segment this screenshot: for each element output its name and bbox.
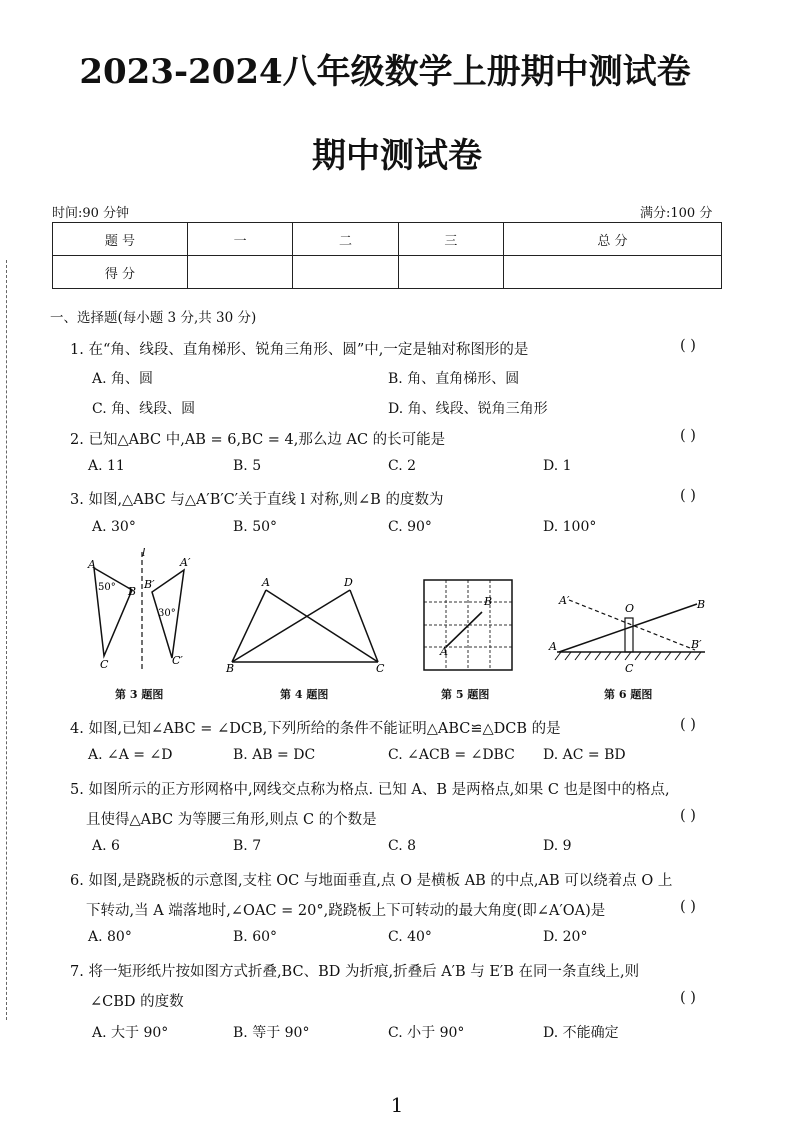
option: C. 2	[388, 458, 417, 474]
caption-fig4: 第 4 题图	[280, 688, 329, 701]
option: B. 5	[233, 458, 262, 474]
option: C. ∠ACB = ∠DBC	[388, 747, 515, 763]
label-b: B	[128, 585, 137, 598]
option: D. 角、线段、锐角三角形	[388, 401, 548, 417]
score-table	[52, 222, 722, 289]
score-header-cell: 一	[188, 223, 293, 256]
figure-5	[418, 575, 518, 675]
score-row-label: 得 分	[53, 256, 188, 289]
label-o: O	[625, 602, 635, 615]
option: C. 40°	[388, 929, 432, 945]
option: B. AB = DC	[233, 747, 316, 763]
label-c: C	[625, 662, 634, 675]
option: A. 6	[92, 838, 120, 854]
option: C. 8	[388, 838, 417, 854]
question-5-line2: 且使得△ABC 为等腰三角形,则点 C 的个数是	[86, 812, 377, 828]
label-d: D	[344, 576, 353, 589]
question-7: 7. 将一矩形纸片按如图方式折叠,BC、BD 为折痕,折叠后 A′B 与 E′B 在同一条直线上,则	[70, 964, 640, 980]
question-2: 2. 已知△ABC 中,AB = 6,BC = 4,那么边 AC 的长可能是	[70, 432, 446, 448]
binding-margin-line	[6, 260, 7, 1020]
label-b-prime: B′	[144, 578, 155, 591]
label-b: B	[226, 662, 235, 674]
label-b: B	[484, 595, 493, 608]
score-label: 满分:100 分	[640, 206, 713, 221]
question-1: 1. 在“角、线段、直角梯形、锐角三角形、圆”中,一定是轴对称图形的是	[70, 342, 529, 358]
score-header-cell: 总 分	[503, 223, 721, 256]
label-b-prime: B′	[691, 638, 702, 651]
question-5: 5. 如图所示的正方形网格中,网线交点称为格点. 已知 A、B 是两格点,如果 C 也是图中的格点,	[70, 782, 670, 798]
question-4: 4. 如图,已知∠ABC = ∠DCB,下列所给的条件不能证明△ABC≌△DCB 的是	[70, 721, 561, 737]
score-input-cell[interactable]	[293, 256, 398, 289]
page-number: 1	[390, 1093, 404, 1117]
option: B. 60°	[233, 929, 278, 945]
option: D. 不能确定	[543, 1025, 619, 1041]
answer-paren[interactable]: ( )	[680, 428, 696, 444]
score-input-cell[interactable]	[188, 256, 293, 289]
option: A. 大于 90°	[92, 1025, 169, 1041]
caption-fig6: 第 6 题图	[604, 688, 653, 701]
main-title: 2023-2024八年级数学上册期中测试卷	[79, 52, 691, 92]
label-a: A	[440, 645, 448, 658]
option: C. 90°	[388, 519, 432, 535]
label-c: C	[100, 658, 109, 671]
question-3: 3. 如图,△ABC 与△A′B′C′关于直线 l 对称,则∠B 的度数为	[70, 492, 444, 508]
answer-paren[interactable]: ( )	[680, 990, 696, 1006]
score-input-cell[interactable]	[503, 256, 721, 289]
label-a-prime: A′	[559, 594, 570, 607]
figure-6	[545, 590, 715, 680]
option: D. 100°	[543, 519, 597, 535]
option: B. 50°	[233, 519, 278, 535]
label-l: l	[142, 548, 146, 559]
angle-50: 50°	[98, 582, 116, 593]
question-6-line2: 下转动,当 A 端落地时,∠OAC = 20°,跷跷板上下可转动的最大角度(即∠A′OA)是	[86, 903, 606, 919]
label-c-prime: C′	[172, 654, 183, 667]
score-header-cell: 题 号	[53, 223, 188, 256]
label-a: A	[88, 558, 96, 571]
option: A. 30°	[92, 519, 136, 535]
time-label: 时间:90 分钟	[52, 206, 130, 221]
option: B. 等于 90°	[233, 1025, 310, 1041]
label-c: C	[376, 662, 385, 674]
angle-30: 30°	[158, 608, 176, 619]
label-a: A	[549, 640, 557, 653]
caption-fig3: 第 3 题图	[115, 688, 164, 701]
label-a: A	[262, 576, 270, 589]
answer-paren[interactable]: ( )	[680, 338, 696, 354]
option: A. 80°	[88, 929, 132, 945]
answer-paren[interactable]: ( )	[680, 488, 696, 504]
answer-paren[interactable]: ( )	[680, 808, 696, 824]
figure-4	[222, 572, 392, 674]
option: D. 20°	[543, 929, 588, 945]
caption-fig5: 第 5 题图	[441, 688, 490, 701]
score-header-cell: 三	[398, 223, 503, 256]
option: C. 小于 90°	[388, 1025, 465, 1041]
option: D. AC = BD	[543, 747, 626, 763]
score-header-cell: 二	[293, 223, 398, 256]
option: A. ∠A = ∠D	[88, 747, 173, 763]
figure-3	[80, 548, 200, 673]
label-b: B	[697, 598, 706, 611]
question-6: 6. 如图,是跷跷板的示意图,支柱 OC 与地面垂直,点 O 是横板 AB 的中点,AB 可以绕着点 O 上	[70, 873, 673, 889]
question-7-line2: ∠CBD 的度数	[90, 994, 184, 1010]
option: D. 1	[543, 458, 572, 474]
option: C. 角、线段、圆	[92, 401, 196, 417]
answer-paren[interactable]: ( )	[680, 899, 696, 915]
section-title: 一、选择题(每小题 3 分,共 30 分)	[50, 310, 257, 326]
answer-paren[interactable]: ( )	[680, 717, 696, 733]
label-a-prime: A′	[180, 556, 191, 569]
option: D. 9	[543, 838, 572, 854]
option: A. 11	[88, 458, 125, 474]
option: A. 角、圆	[92, 371, 154, 387]
sub-title: 期中测试卷	[312, 136, 482, 176]
option: B. 7	[233, 838, 262, 854]
option: B. 角、直角梯形、圆	[388, 371, 520, 387]
score-input-cell[interactable]	[398, 256, 503, 289]
